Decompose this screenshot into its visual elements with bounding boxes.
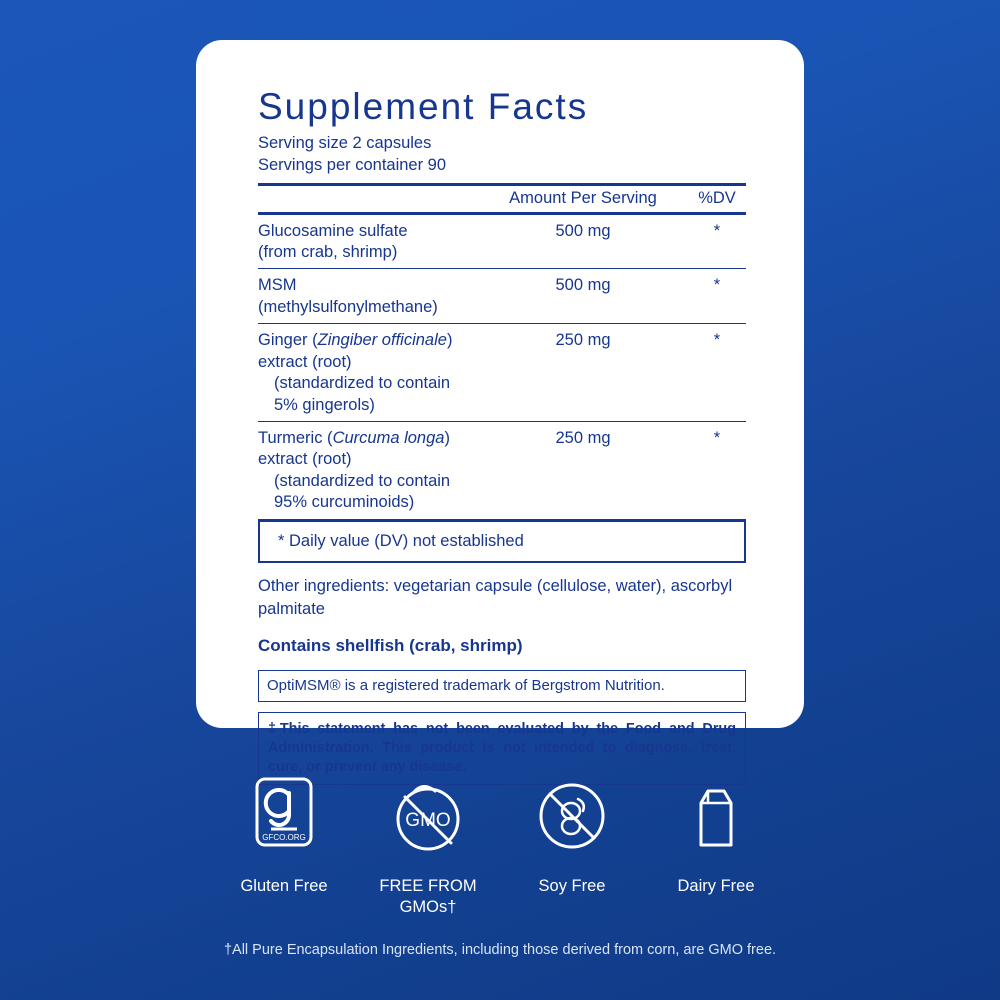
ingredient-dv: * xyxy=(713,276,721,295)
badge-label: Dairy Free xyxy=(677,877,755,895)
ingredient-name-pre: Ginger ( xyxy=(258,331,318,350)
badge-label: FREE FROM GMOs† xyxy=(379,877,477,916)
trademark-box xyxy=(258,670,746,702)
ingredient-latin-name: Curcuma longa xyxy=(332,429,445,448)
serving-size: Serving size 2 capsules xyxy=(258,134,432,152)
ingredient-standardization: (standardized to contain 95% curcuminoids) xyxy=(274,471,451,512)
soy-free-icon xyxy=(511,770,633,862)
badge-label: Soy Free xyxy=(538,877,606,895)
ingredient-amount: 250 mg xyxy=(555,331,611,350)
trademark-text: OptiMSM® is a registered trademark of Bergstrom Nutrition. xyxy=(267,677,665,695)
table-row xyxy=(258,269,746,323)
supplement-facts-card xyxy=(196,40,804,775)
ingredient-name: Glucosamine sulfate xyxy=(258,221,408,240)
ingredient-standardization: (standardized to contain 5% gingerols) xyxy=(274,374,451,414)
column-header-dv: %DV xyxy=(698,188,736,207)
badge-soy-free xyxy=(511,770,633,917)
non-gmo-icon xyxy=(367,770,489,862)
gmo-footnote: †All Pure Encapsulation Ingredients, including those derived from corn, are GMO free. xyxy=(223,942,777,958)
table-row xyxy=(258,324,746,421)
table-header xyxy=(258,186,746,212)
ingredient-amount: 250 mg xyxy=(555,429,611,448)
ingredient-name: MSM (methylsulfonylmethane) xyxy=(258,276,438,316)
supplement-facts-panel xyxy=(258,88,746,785)
daily-value-note-box xyxy=(258,522,746,563)
ingredient-amount: 500 mg xyxy=(555,221,611,240)
ingredient-dv: * xyxy=(713,331,721,350)
ingredient-detail: extract (root) xyxy=(258,450,352,469)
ingredient-detail: (from crab, shrimp) xyxy=(258,242,398,261)
badge-gluten-free xyxy=(223,770,345,917)
badge-non-gmo xyxy=(367,770,489,917)
ingredient-name-post: ) xyxy=(444,429,450,448)
ingredient-dv: * xyxy=(713,221,721,240)
daily-value-note: * Daily value (DV) not established xyxy=(278,531,524,550)
ingredient-amount: 500 mg xyxy=(555,276,611,295)
svg-text:GMO: GMO xyxy=(405,810,451,831)
badge-label: Gluten Free xyxy=(240,877,328,895)
dairy-free-icon xyxy=(655,770,777,862)
fda-disclaimer-text: ‡This statement has not been evaluated by the Food and Drug Administration. This product is not intended to diagnose, treat, cure, or prevent any disease. xyxy=(268,721,736,775)
ingredient-name-pre: Turmeric ( xyxy=(258,429,333,448)
certification-badges xyxy=(0,770,1000,917)
badge-dairy-free xyxy=(655,770,777,917)
table-row xyxy=(258,215,746,269)
servings-per-container: Servings per container 90 xyxy=(258,155,447,174)
ingredient-latin-name: Zingiber officinale xyxy=(317,331,447,350)
ingredient-dv: * xyxy=(713,429,721,448)
table-row xyxy=(258,422,746,519)
supplement-facts-title: Supplement Facts xyxy=(258,86,589,127)
allergen-statement: Contains shellfish (crab, shrimp) xyxy=(258,636,523,656)
svg-text:GFCO.ORG: GFCO.ORG xyxy=(262,833,306,842)
column-header-amount: Amount Per Serving xyxy=(509,188,657,207)
ingredient-name-post: ) xyxy=(446,331,453,350)
other-ingredients: Other ingredients: vegetarian capsule (cellulose, water), ascorbyl palmitate xyxy=(258,576,733,618)
ingredient-detail: extract (root) xyxy=(258,352,352,371)
gluten-free-icon xyxy=(223,770,345,862)
